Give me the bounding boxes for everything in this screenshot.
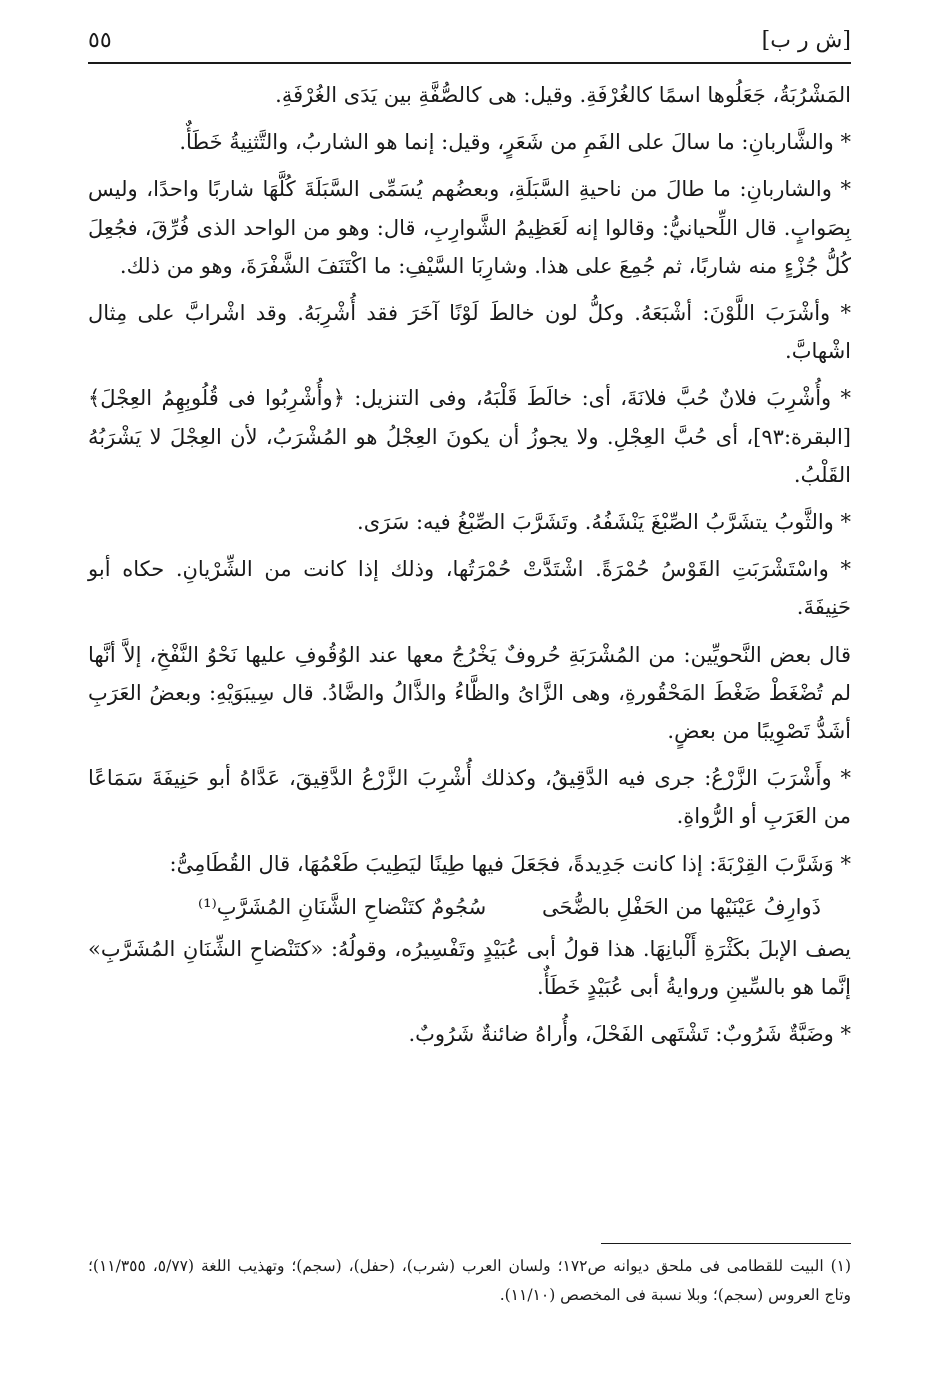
verse-second-hemistich: سُجُومٌ كتَنْضاحِ الشَّنَانِ المُشَرَّبِ⁽¹⁾ — [198, 894, 487, 919]
page-number: ٥٥ — [88, 28, 112, 53]
header-rule — [88, 62, 851, 64]
paragraph-qirba: * وَشَرَّبَ القِرْبَةَ: إذا كانت جَدِيدةً، فجَعَلَ فيها طِينًا ليَطِيبَ طَعْمُهَا، قال القُطَامِىُّ: — [169, 851, 851, 876]
footnote-rule — [601, 1243, 851, 1244]
paragraph-ushriba-hubb: * وأُشْرِبَ فلانٌ حُبَّ فلانَةَ، أى: خالَطَ قَلْبَهُ، وفى التنزيل: ﴿وأُشْرِبُوا فى قُلُوبِهِمُ العِجْلَ﴾ [البقرة:٩٣]، أى حُبَّ العِجْلِ. ولا يجوزُ أن يكونَ العِجْلُ هو المُشْرَبُ، لأن العِجْلَ لا يَشْرَبُهُ القَلْبُ. — [88, 386, 851, 487]
paragraph-ashraba-lawn: * وأشْرَبَ اللَّوْنَ: أشْبَعَهُ. وكلُّ لون خالطَ لَوْنًا آخَرَ فقد أُشْرِبَهُ. وقد اشْرابَّ على مِثال اشْهابَّ. — [88, 301, 851, 364]
paragraph-dabba: * وضَبَّةٌ شَرُوبٌ: تَشْتَهى الفَحْلَ، وأُراهُ ضائنةٌ شَرُوبٌ. — [408, 1022, 851, 1047]
verse-first-hemistich: ذَوارِفُ عَيْنَيْها من الحَفْلِ بالضُّحَى — [541, 894, 821, 919]
poem-verse — [88, 888, 851, 926]
paragraph-istashrabat: * واسْتَشْرَبَتِ القَوْسُ حُمْرَةً. اشْتَدَّتْ حُمْرَتُها، وذلك إذا كانت من الشِّرْيانِ. حكاه أبو حَنِيفَةَ. — [88, 557, 851, 620]
main-text — [88, 76, 851, 1063]
paragraph-nahwiyyin: قال بعض النَّحويِّين: من المُشْرَبَةِ حُروفٌ يَخْرُجُ معها عند الوُقُوفِ عليها نَحْوُ النَّفْخِ، إلاَّ أنَّها لم تُضْغَطْ ضَغْطَ المَحْقُورةِ، وهى الزَّاىُ والظَّاءُ والذَّالُ والضَّادُ. قال سِيبَوَيْهِ: وبعضُ العَرَبِ أشَدُّ تَصْوِيبًا من بعضٍ. — [88, 642, 851, 744]
paragraph-mashruba: المَشْرُبَةُ، جَعَلُوها اسمًا كالغُرْفَةِ. وقيل: هى كالصُّفَّةِ بين يَدَى الغُرْفَةِ. — [275, 83, 851, 107]
paragraph-sharibani-1: * والشَّاربانِ: ما سالَ على الفَمِ من شَعَرٍ، وقيل: إنما هو الشاربُ، والتَّثنِيةُ خَطَأٌ. — [179, 130, 851, 155]
page-header — [88, 22, 851, 62]
paragraph-ibil: يصف الإبلَ بكَثْرَةِ أَلْبانِهَا. هذا قولُ أبى عُبَيْدٍ وتَفْسِيرُه، وقولُهُ: «كتَنْضاحِ الشِّنَانِ المُشَرَّبِ» إنَّما هو بالسِّينِ وروايةُ أبى عُبَيْدٍ خَطَأٌ. — [88, 937, 851, 1000]
root-letters-heading: [ش ر ب] — [761, 28, 851, 53]
paragraph-thawb: * والثَّوبُ يتشَرَّبُ الصِّبْغَ يَنْشَفُهُ. وتَشَرَّبَ الصِّبْغُ فيه: سَرَى. — [357, 510, 851, 535]
footnote — [88, 1252, 851, 1310]
paragraph-sharibani-2: * والشاربانِ: ما طالَ من ناحيةِ السَّبَلَةِ، وبعضُهم يُسَمِّى السَّبَلَةَ كُلَّهَا شاربًا واحدًا، وليس بِصَوابٍ. قال اللِّحيانيُّ: وقالوا إنه لَعَظِيمُ الشَّوارِبِ، قال: وهو من الواحد الذى فُرِّقَ، فجُعِلَ كُلُّ جُزْءٍ منه شاربًا، ثم جُمِعَ على هذا. وشارِبَا السَّيْفِ: ما اكْتَنَفَ الشَّفْرَةَ، وهو من ذلك. — [88, 177, 851, 278]
paragraph-zar: * وأَشْرَبَ الزَّرْعُ: جرى فيه الدَّقِيقُ، وكذلك أُشْرِبَ الزَّرْعُ الدَّقِيقَ، عَدَّاهُ أبو حَنِيفَةَ سَمَاعًا من العَرَبِ أو الرُّواةِ. — [88, 766, 851, 829]
footnote-text: (١) البيت للقطامى فى ملحق ديوانه ص١٧٢؛ ولسان العرب (شرب)، (حفل)، (سجم)؛ وتهذيب اللغة (٥/٧٧، ١١/٣٥٥)؛ وتاج العروس (سجم)؛ وبلا نسبة فى المخصص (١١/١٠). — [88, 1257, 852, 1304]
